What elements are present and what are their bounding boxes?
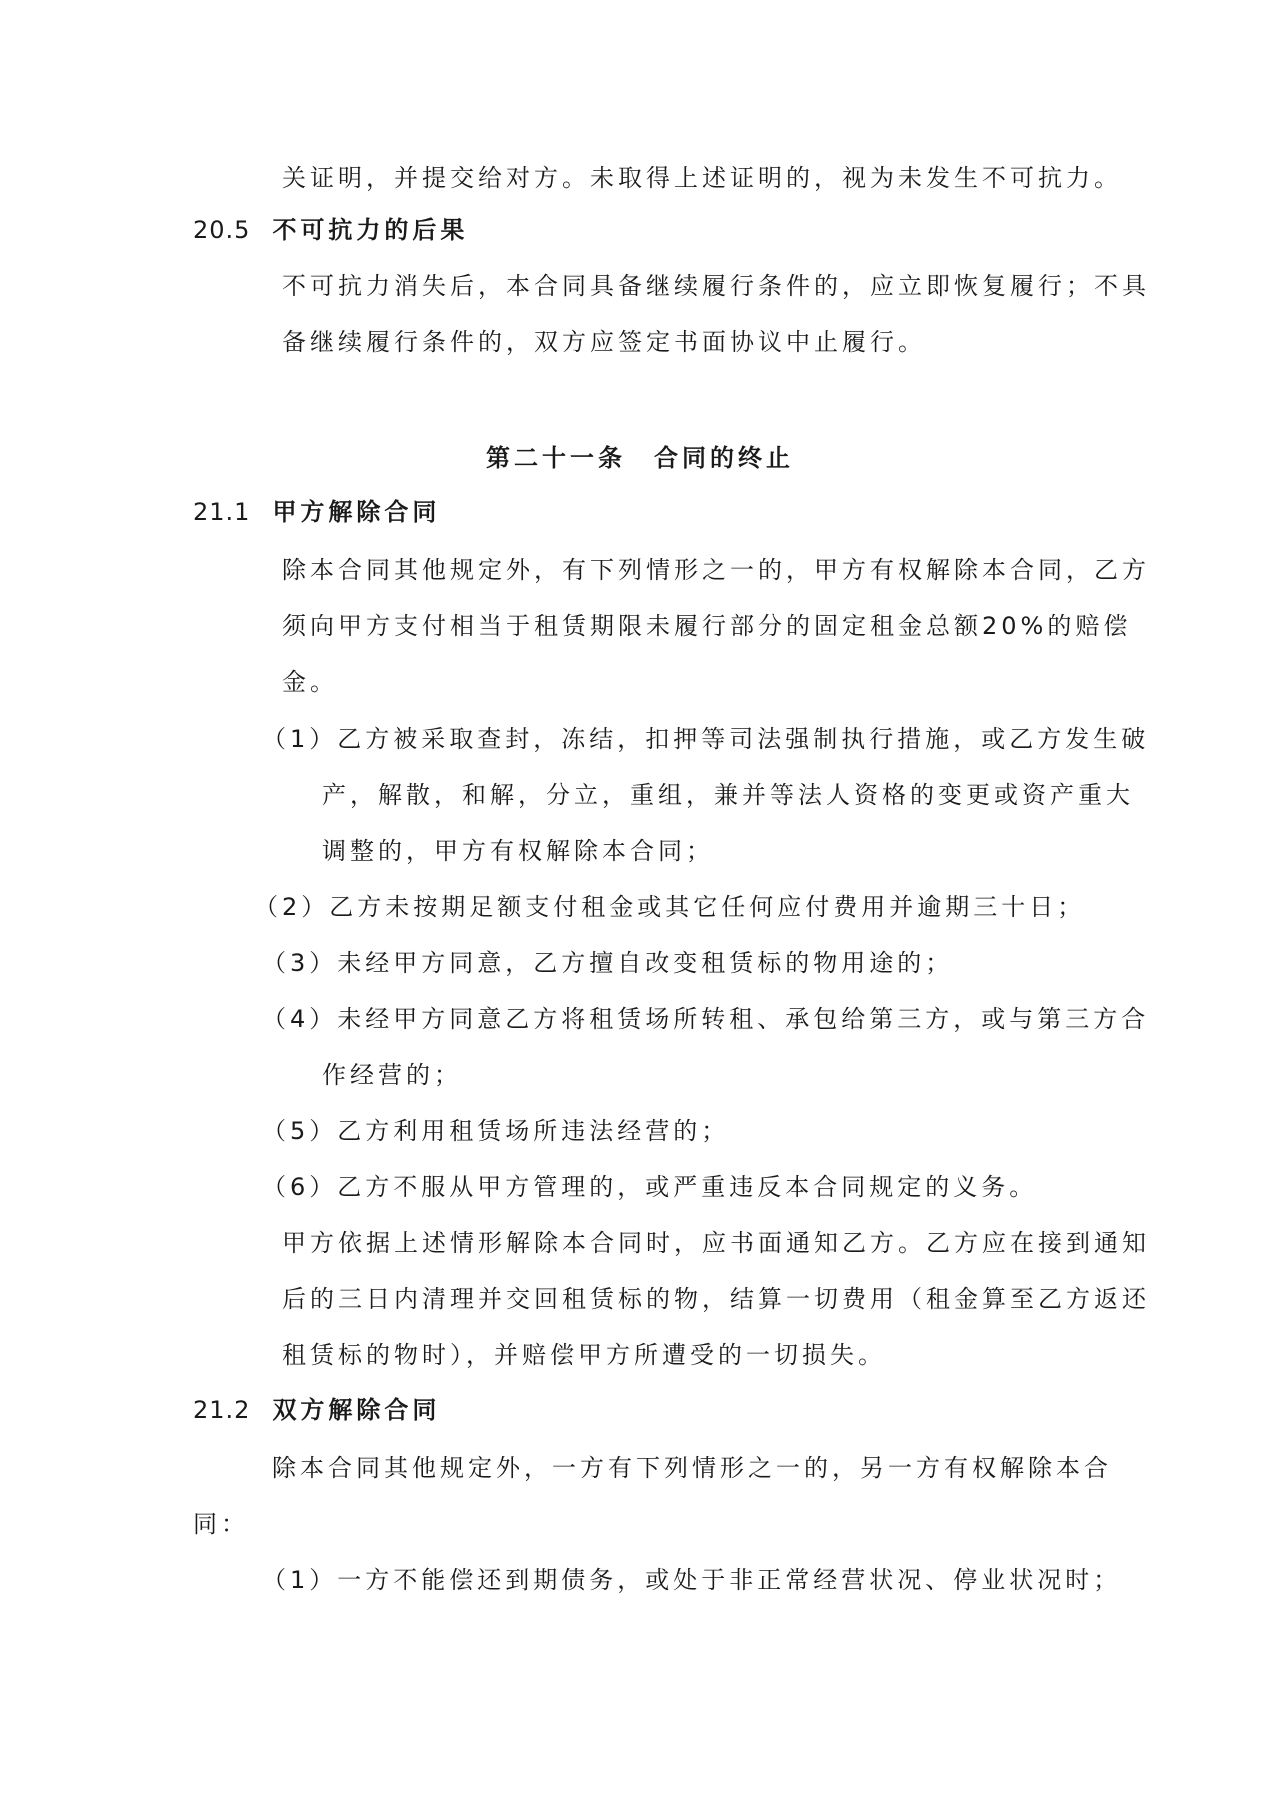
paragraph-line: 除本合同其他规定外，有下列情形之一的，甲方有权解除本合同，乙方	[282, 556, 1150, 584]
section-heading-21-1	[193, 496, 440, 528]
paragraph-line: 租赁标的物时），并赔偿甲方所遭受的一切损失。	[282, 1341, 886, 1369]
list-item: （5）乙方利用租赁场所违法经营的；	[262, 1117, 730, 1145]
list-item: （2）乙方未按期足额支付租金或其它任何应付费用并逾期三十日；	[254, 893, 1086, 921]
list-item-continuation: 调整的，甲方有权解除本合同；	[322, 837, 714, 865]
section-title: 甲方解除合同	[272, 498, 441, 526]
section-number: 21.1	[193, 498, 251, 526]
list-item: （1）一方不能偿还到期债务，或处于非正常经营状况、停业状况时；	[262, 1566, 1122, 1594]
section-title: 双方解除合同	[272, 1396, 441, 1424]
list-item: （1）乙方被采取查封，冻结，扣押等司法强制执行措施，或乙方发生破	[262, 725, 1150, 753]
paragraph-line: 关证明，并提交给对方。未取得上述证明的，视为未发生不可抗力。	[282, 164, 1122, 192]
paragraph-line: 甲方依据上述情形解除本合同时，应书面通知乙方。乙方应在接到通知	[282, 1229, 1150, 1257]
section-title: 不可抗力的后果	[272, 216, 469, 244]
section-heading-21-2	[193, 1394, 440, 1426]
article-title: 第二十一条 合同的终止	[486, 444, 794, 472]
section-number: 21.2	[193, 1396, 251, 1424]
list-item: （3）未经甲方同意，乙方擅自改变租赁标的物用途的；	[262, 949, 954, 977]
list-item: （6）乙方不服从甲方管理的，或严重违反本合同规定的义务。	[262, 1173, 1038, 1201]
section-heading-20-5	[193, 214, 468, 246]
list-item-continuation: 产，解散，和解，分立，重组，兼并等法人资格的变更或资产重大	[322, 781, 1134, 809]
paragraph-line: 须向甲方支付相当于租赁期限未履行部分的固定租金总额20%的赔偿	[282, 612, 1132, 640]
paragraph-line: 后的三日内清理并交回租赁标的物，结算一切费用（租金算至乙方返还	[282, 1285, 1150, 1313]
list-item: （4）未经甲方同意乙方将租赁场所转租、承包给第三方，或与第三方合	[262, 1005, 1150, 1033]
paragraph-line: 备继续履行条件的，双方应签定书面协议中止履行。	[282, 328, 926, 356]
paragraph-line: 除本合同其他规定外，一方有下列情形之一的，另一方有权解除本合	[272, 1454, 1112, 1482]
section-number: 20.5	[193, 216, 251, 244]
paragraph-line: 同：	[193, 1510, 249, 1538]
paragraph-line: 不可抗力消失后，本合同具备继续履行条件的，应立即恢复履行；不具	[282, 272, 1150, 300]
list-item-continuation: 作经营的；	[322, 1061, 462, 1089]
paragraph-line: 金。	[282, 668, 338, 696]
